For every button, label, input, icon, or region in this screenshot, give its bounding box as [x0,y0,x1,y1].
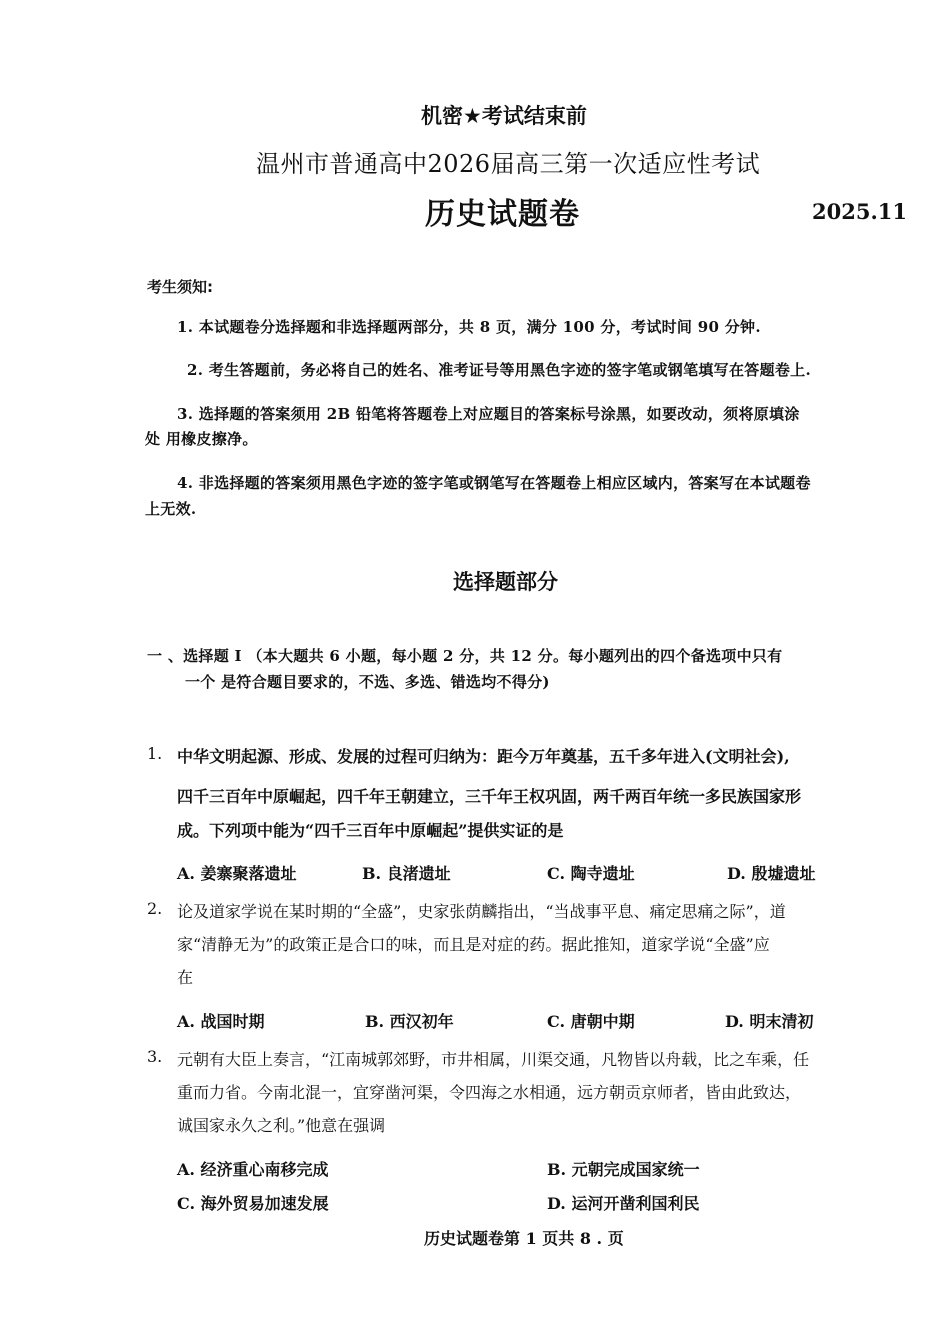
question-1-option-d[interactable]: D. 殷墟遗址 [727,864,816,883]
paper-title: 历史试题卷 [425,197,580,232]
notice-item-2: 2. 考生答题前，务必将自己的姓名、准考证号等用黑色字迹的签字笔或钢笔填写在答题卷上. [187,361,812,379]
question-3-option-b[interactable]: B. 元朝完成国家统一 [547,1160,700,1179]
notice-item-4-cont: 上无效. [145,500,197,518]
question-3-line-2: 重而力省。今南北混一，宜穿凿河渠，令四海之水相通，远方朝贡京师者，皆由此致达， [177,1083,802,1102]
notice-heading: 考生须知: [147,278,213,296]
notice-item-3-cont: 处 用橡皮擦净。 [145,430,258,448]
question-1-line-1: 中华文明起源、形成、发展的过程可归纳为：距今万年奠基，五千多年进入(文明社会), [177,747,790,766]
exam-title: 温州市普通高中2026届高三第一次适应性考试 [256,150,761,178]
question-3-option-a[interactable]: A. 经济重心南移完成 [177,1160,329,1179]
question-1-option-b[interactable]: B. 良渚遗址 [362,864,451,883]
question-2-option-d[interactable]: D. 明末清初 [725,1012,814,1031]
question-1-option-c[interactable]: C. 陶寺遗址 [547,864,635,883]
section-title: 选择题部分 [453,570,558,594]
question-3-option-c[interactable]: C. 海外贸易加速发展 [177,1194,329,1213]
question-1-option-a[interactable]: A. 姜寨聚落遗址 [177,864,297,883]
notice-item-1: 1. 本试题卷分选择题和非选择题两部分，共 8 页，满分 100 分，考试时间 90 分钟. [177,318,761,336]
question-3-option-d[interactable]: D. 运河开凿利国利民 [547,1194,700,1213]
question-1-line-3: 成。下列项中能为“四千三百年中原崛起”提供实证的是 [177,821,564,840]
question-1-line-2: 四千三百年中原崛起，四千年王朝建立，三千年王权巩固，两千两百年统一多民族国家形 [177,787,802,806]
question-2-option-c[interactable]: C. 唐朝中期 [547,1012,635,1031]
question-2-line-3: 在 [177,968,194,987]
question-1-number: 1. [147,744,163,763]
question-2-line-1: 论及道家学说在某时期的“全盛”，史家张荫麟指出，“当战事平息、痛定思痛之际”，道 [177,902,786,921]
exam-date: 2025.11 [812,199,907,224]
question-3-line-1: 元朝有大臣上奏言，“江南城郭郊野，市井相属，川渠交通，凡物皆以舟载，比之车乘，任 [177,1050,810,1069]
question-2-number: 2. [147,899,163,918]
question-3-line-3: 诚国家永久之利。”他意在强调 [177,1116,386,1135]
question-2-option-b[interactable]: B. 西汉初年 [365,1012,454,1031]
page-footer: 历史试题卷第 1 页共 8 . 页 [424,1229,624,1248]
question-2-option-a[interactable]: A. 战国时期 [177,1012,265,1031]
notice-item-4: 4. 非选择题的答案须用黑色字迹的签字笔或钢笔写在答题卷上相应区域内，答案写在本试题卷 [177,474,811,492]
notice-item-3: 3. 选择题的答案须用 2B 铅笔将答题卷上对应题目的答案标号涂黑，如要改动，须将原填涂 [177,405,800,423]
section-instruction-1: 一 、选择题 I （本大题共 6 小题，每小题 2 分，共 12 分。每小题列出的四个备选项中只有 [147,647,783,665]
confidential-label: 机密★考试结束前 [421,104,587,128]
question-3-number: 3. [147,1047,163,1066]
section-instruction-2: 一个 是符合题目要求的，不选、多选、错选均不得分) [185,673,550,691]
question-2-line-2: 家“清静无为”的政策正是合口的味，而且是对症的药。据此推知，道家学说“全盛”应 [177,935,770,954]
